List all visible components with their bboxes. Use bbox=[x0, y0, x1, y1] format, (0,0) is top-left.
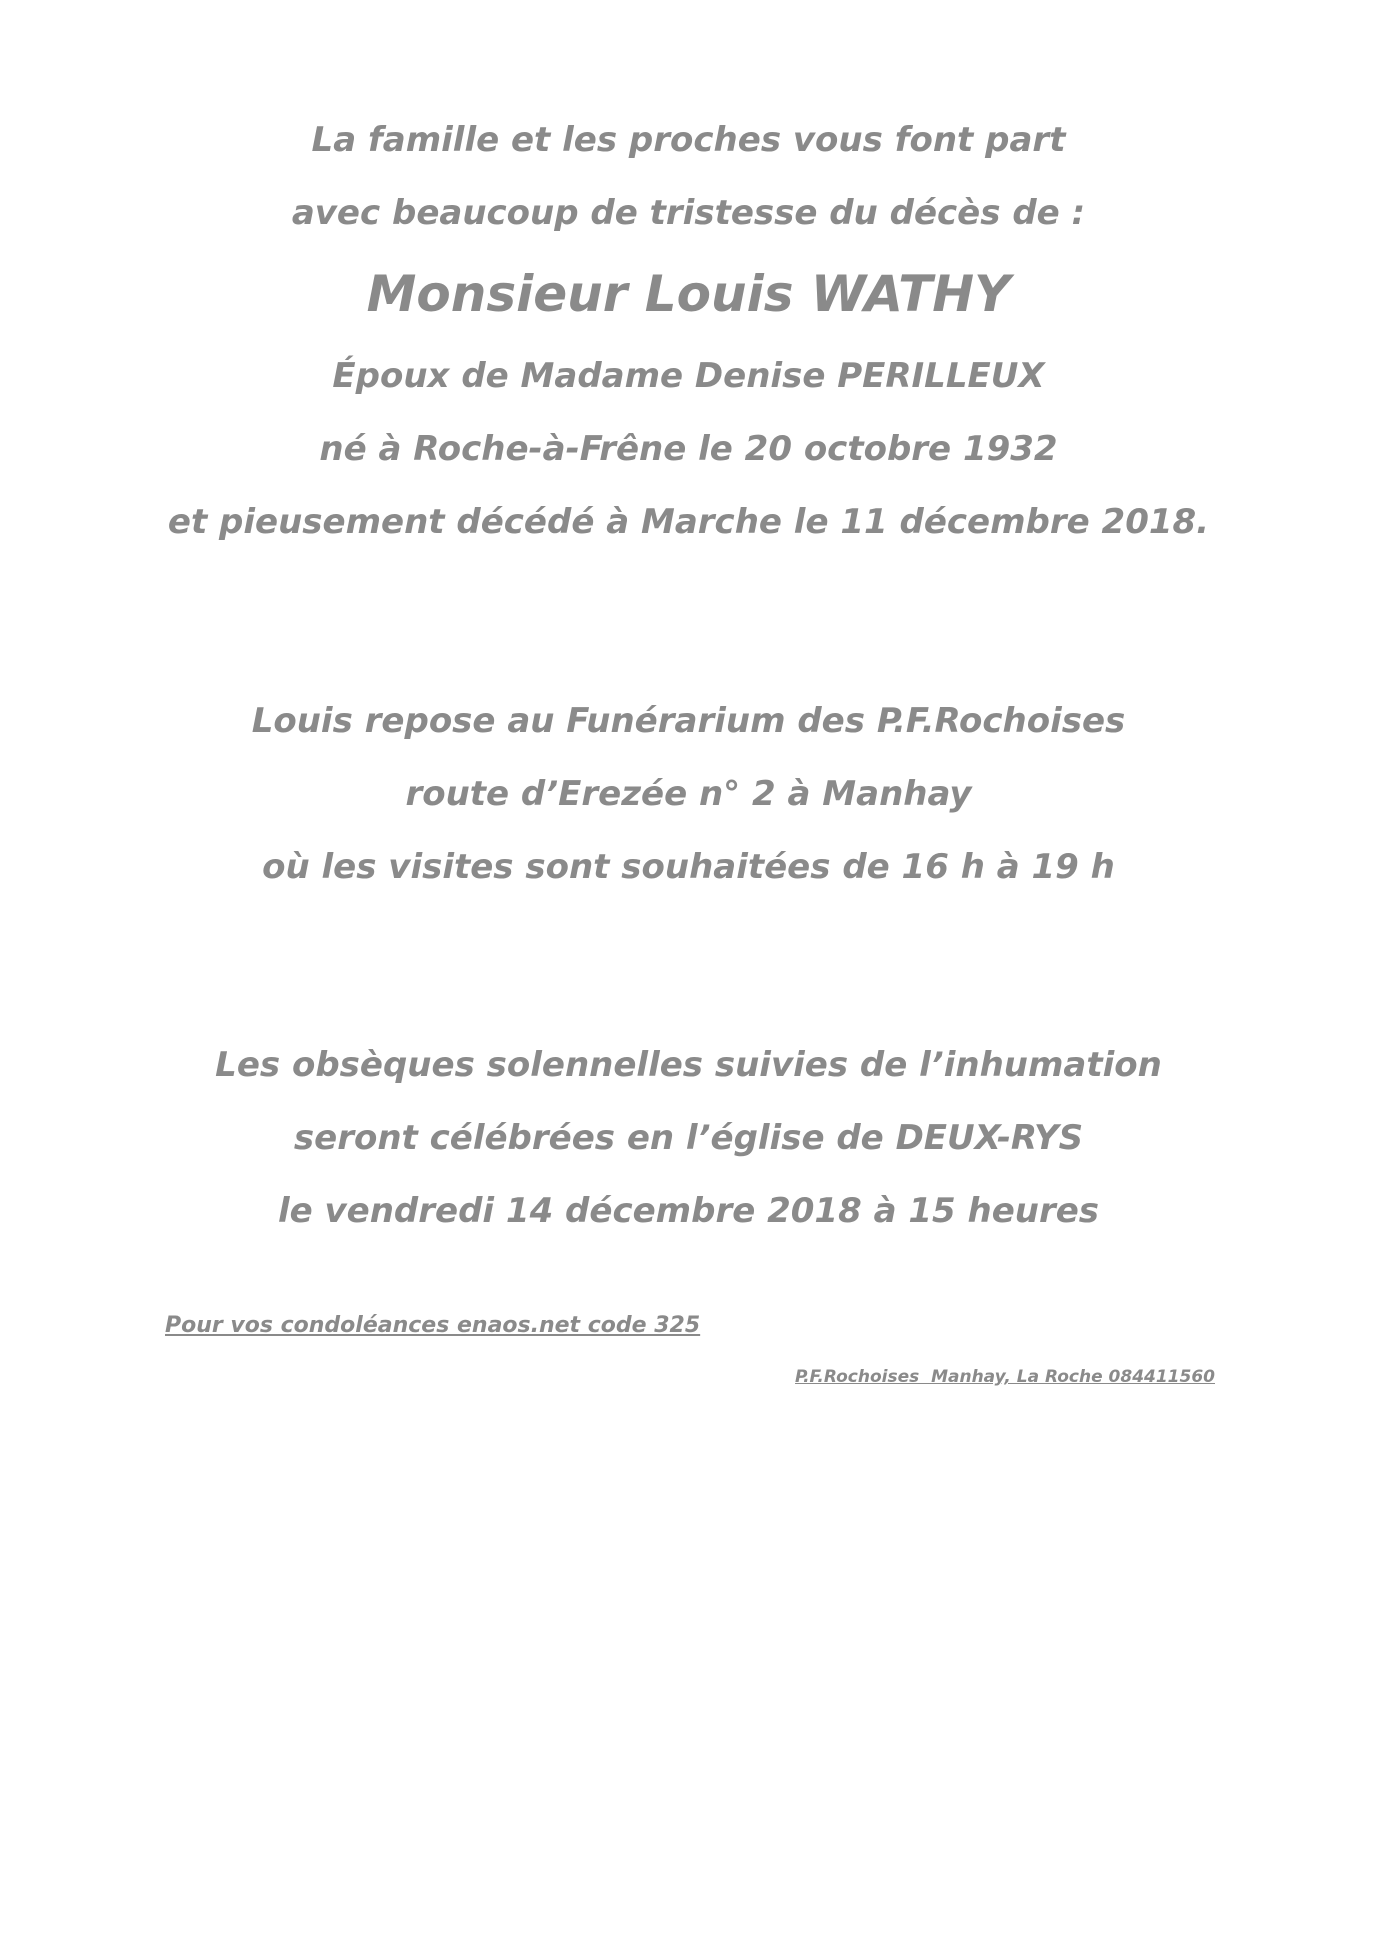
rest-line-3: où les visites sont souhaitées de 16 h à 19 h bbox=[262, 847, 1115, 887]
spouse-line: Époux de Madame Denise PERILLEUX bbox=[332, 356, 1045, 396]
intro-paragraph bbox=[0, 104, 1377, 250]
death-line: et pieusement décédé à Marche le 11 décembre 2018. bbox=[167, 502, 1210, 542]
intro-line-1: La famille et les proches vous font part bbox=[311, 120, 1066, 160]
funeral-paragraph bbox=[0, 1029, 1377, 1248]
rest-line-2: route d’Erezée n° 2 à Manhay bbox=[405, 774, 972, 814]
birth-line: né à Roche-à-Frêne le 20 octobre 1932 bbox=[319, 429, 1058, 469]
rest-line-1: Louis repose au Funérarium des P.F.Rochoises bbox=[251, 701, 1126, 741]
intro-line-2: avec beaucoup de tristesse du décès de : bbox=[291, 193, 1086, 233]
condolences-link[interactable]: Pour vos condoléances enaos.net code 325 bbox=[165, 1313, 701, 1338]
funeral-line-1: Les obsèques solennelles suivies de l’inhumation bbox=[215, 1045, 1162, 1085]
undertaker-contact: P.F.Rochoises Manhay, La Roche 084411560 bbox=[795, 1367, 1215, 1387]
deceased-name bbox=[0, 254, 1377, 334]
rest-paragraph bbox=[0, 685, 1377, 904]
details-paragraph bbox=[0, 340, 1377, 559]
funeral-line-3: le vendredi 14 décembre 2018 à 15 heures bbox=[277, 1191, 1100, 1231]
funeral-line-2: seront célébrées en l’église de DEUX-RYS bbox=[293, 1118, 1084, 1158]
deceased-name-text: Monsieur Louis WATHY bbox=[366, 265, 1011, 323]
